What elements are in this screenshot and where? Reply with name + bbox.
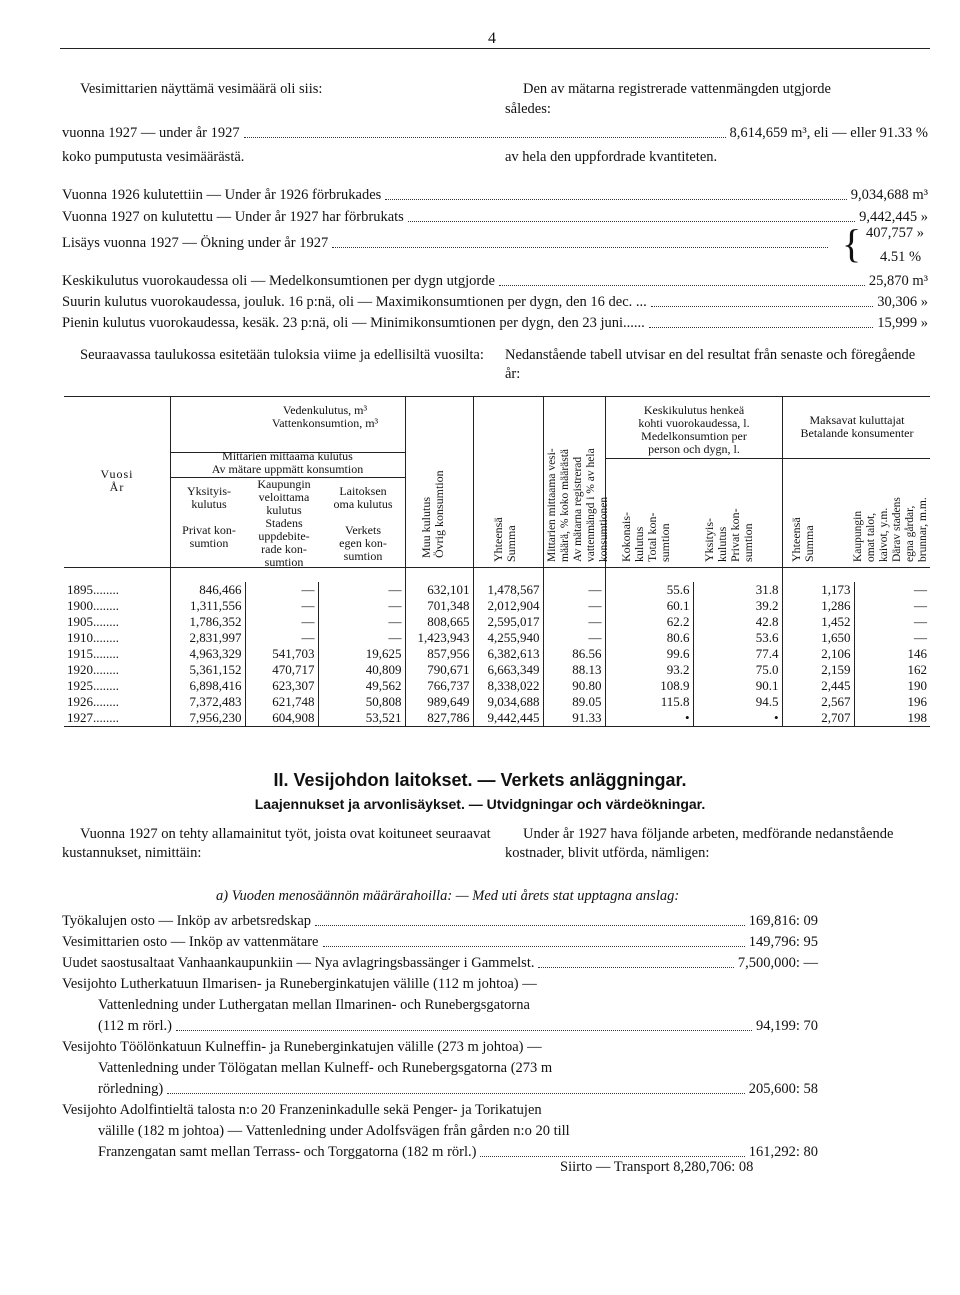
table-cell: 6,382,613 bbox=[473, 646, 543, 662]
expense-line: Franzengatan samt mellan Terrass- och Torggatorna (182 m rörl.) 161,292: 80 bbox=[98, 1144, 818, 1160]
table-cell: 94.5 bbox=[693, 694, 782, 710]
table-row bbox=[64, 678, 930, 694]
expense-line: Uudet saostusaltaat Vanhaankaupunkiin — Nya avlagringsbassänger i Gammelst. 7,500,000: — bbox=[62, 955, 818, 971]
table-cell: 115.8 bbox=[605, 694, 693, 710]
table-cell: 77.4 bbox=[693, 646, 782, 662]
intro-fi: Vesimittarien näyttämä vesimäärä oli siis: bbox=[80, 81, 323, 97]
table-cell: 2,831,997 bbox=[170, 630, 245, 646]
table-cell: 1,452 bbox=[782, 614, 854, 630]
table-cell: 190 bbox=[854, 678, 930, 694]
table-cell: 2,012,904 bbox=[473, 598, 543, 614]
expense-amount: 149,796: 95 bbox=[748, 934, 818, 950]
brace: { bbox=[842, 221, 862, 266]
section-title: II. Vesijohdon laitokset. — Verkets anläggningar. bbox=[273, 770, 687, 790]
private-header: Yksityis- kulutus Privat kon- sumtion bbox=[182, 484, 236, 550]
percent-header: Mittarien mittaama vesi- määrä, % koko määrästä Av mätarna registrerad vattenmängd i % av hela konsumtionen bbox=[546, 448, 610, 562]
expense-amount: 161,292: 80 bbox=[748, 1144, 818, 1160]
table-cell: 50,808 bbox=[318, 694, 405, 710]
expense-amount: 205,600: 58 bbox=[748, 1081, 818, 1097]
table-cell: 88.13 bbox=[543, 662, 605, 678]
increase-value: 407,757 » bbox=[866, 225, 924, 241]
table-cell: 1,786,352 bbox=[170, 614, 245, 630]
expense-line: Vesimittarien osto — Inköp av vattenmätare 149,796: 95 bbox=[62, 934, 818, 950]
table-cell: 90.1 bbox=[693, 678, 782, 694]
table-cell: — bbox=[245, 614, 318, 630]
table-cell: — bbox=[854, 614, 930, 630]
table-cell: 1,286 bbox=[782, 598, 854, 614]
table-cell: 40,809 bbox=[318, 662, 405, 678]
intro-sv-2: således: bbox=[505, 101, 551, 117]
table-cell: 2,445 bbox=[782, 678, 854, 694]
expense-amount: 7,500,000: — bbox=[737, 955, 818, 971]
table-cell: 621,748 bbox=[245, 694, 318, 710]
table-cell: 60.1 bbox=[605, 598, 693, 614]
table-row bbox=[64, 694, 930, 710]
summary-row: Pienin kulutus vuorokaudessa, kesäk. 23 p:nä, oli — Minimikonsumtionen per dygn, den 23 juni...... 15,999 » bbox=[62, 315, 928, 331]
city-header: Kaupungin veloittama kulutus Stadens uppdebite- rade kon- sumtion bbox=[257, 477, 311, 569]
table-cell: 857,956 bbox=[405, 646, 473, 662]
table-cell: 90.80 bbox=[543, 678, 605, 694]
table-cell: 91.33 bbox=[543, 710, 605, 727]
avg-group-header: Keskikulutus henkeä kohti vuorokaudessa, l. Medelkonsumtion per person och dygn, l. bbox=[638, 403, 750, 456]
table-cell: 2,106 bbox=[782, 646, 854, 662]
table-cell: 4,963,329 bbox=[170, 646, 245, 662]
table-cell: — bbox=[245, 598, 318, 614]
payers-total-header: Yhteensä Summa bbox=[789, 517, 816, 562]
table-cell: — bbox=[245, 630, 318, 646]
expense-line: Vesijohto Adolfintieltä talosta n:o 20 Franzeninkadulle sekä Penger- ja Torikatujen bbox=[62, 1102, 542, 1118]
total-header: Yhteensä Summa bbox=[491, 517, 518, 562]
intro-row-value: 8,614,659 m³, eli — eller 91.33 % bbox=[729, 125, 928, 141]
intro-row bbox=[62, 124, 928, 143]
table-cell: 9,442,445 bbox=[473, 710, 543, 727]
table-cell: 7,372,483 bbox=[170, 694, 245, 710]
avg-private-header: Yksityis- kulutus Privat kon- sumtion bbox=[702, 508, 755, 562]
intro-sv-3: av hela den uppfordrade kvantiteten. bbox=[505, 149, 718, 165]
payers-city-header: Kaupungin omat talot, kaivot, y.m. Därav stadens egna gårdar, brunnar, m.m. bbox=[852, 497, 929, 562]
table-cell: — bbox=[854, 598, 930, 614]
top-rule bbox=[60, 48, 930, 49]
table-cell: 53.6 bbox=[693, 630, 782, 646]
table-cell: 541,703 bbox=[245, 646, 318, 662]
table-cell: 6,663,349 bbox=[473, 662, 543, 678]
table-cell: 162 bbox=[854, 662, 930, 678]
table-cell: — bbox=[543, 630, 605, 646]
table-cell: 9,034,688 bbox=[473, 694, 543, 710]
table-cell: 1,173 bbox=[782, 582, 854, 598]
table-cell: 604,908 bbox=[245, 710, 318, 727]
table-cell: — bbox=[543, 614, 605, 630]
table-cell: — bbox=[318, 582, 405, 598]
table-cell: 198 bbox=[854, 710, 930, 727]
table-cell: 8,338,022 bbox=[473, 678, 543, 694]
table-cell: • bbox=[693, 710, 782, 727]
table-row bbox=[64, 598, 930, 614]
table-cell: 1,423,943 bbox=[405, 630, 473, 646]
table-cell: 1900........ bbox=[67, 598, 119, 613]
summary-row: Vuonna 1926 kulutettiin — Under år 1926 förbrukades 9,034,688 m³ bbox=[62, 187, 928, 203]
summary-row: Vuonna 1927 on kulutettu — Under år 1927 har förbrukats 9,442,445 » bbox=[62, 209, 928, 225]
table-cell: — bbox=[318, 630, 405, 646]
intro-fi-2: koko pumputusta vesimäärästä. bbox=[62, 149, 245, 165]
consumption-group-header: Vedenkulutus, m³ Vattenkonsumtion, m³ bbox=[271, 403, 379, 430]
table-cell: 1926........ bbox=[67, 694, 119, 709]
expense-line: välille (182 m johtoa) — Vattenledning under Adolfsvägen från gården n:o 20 till bbox=[98, 1123, 570, 1139]
table-row bbox=[64, 662, 930, 678]
intro-row-label: vuonna 1927 — under år 1927 bbox=[62, 125, 240, 141]
table-cell: 1920........ bbox=[67, 662, 119, 677]
table-row bbox=[64, 630, 930, 646]
table-cell: 766,737 bbox=[405, 678, 473, 694]
table-cell: 39.2 bbox=[693, 598, 782, 614]
expense-line: (112 m rörl.) 94,199: 70 bbox=[98, 1018, 818, 1034]
table-cell: 1915........ bbox=[67, 646, 119, 661]
table-cell: — bbox=[245, 582, 318, 598]
increase-percent: 4.51 % bbox=[880, 249, 922, 265]
expense-line: Vattenledning under Tölögatan mellan Kulneff- och Runebergsgatorna (273 m bbox=[98, 1060, 553, 1076]
expense-amount: 169,816: 09 bbox=[748, 913, 818, 929]
table-cell: 1927........ bbox=[64, 710, 170, 727]
expense-line: Työkalujen osto — Inköp av arbetsredskap 169,816: 09 bbox=[62, 913, 818, 929]
table-cell: 89.05 bbox=[543, 694, 605, 710]
table-cell: — bbox=[854, 630, 930, 646]
subsection-a: a) Vuoden menosäännön määrärahoilla: — Med uti årets stat upptagna anslag: bbox=[216, 888, 680, 904]
table-cell: 1895........ bbox=[67, 582, 119, 597]
table-cell: 4,255,940 bbox=[473, 630, 543, 646]
table-cell: 86.56 bbox=[543, 646, 605, 662]
table-cell: 49,562 bbox=[318, 678, 405, 694]
table-cell: 5,361,152 bbox=[170, 662, 245, 678]
table-cell: 146 bbox=[854, 646, 930, 662]
other-header: Muu kulutus Övrig konsumtion bbox=[419, 470, 446, 558]
table-cell: 53,521 bbox=[318, 710, 405, 727]
table-cell: 989,649 bbox=[405, 694, 473, 710]
table-cell: 2,159 bbox=[782, 662, 854, 678]
table-cell: 1910........ bbox=[67, 630, 119, 645]
table-cell: 108.9 bbox=[605, 678, 693, 694]
table-cell: 196 bbox=[854, 694, 930, 710]
table-row bbox=[64, 614, 930, 630]
expense-line: Vesijohto Töölönkatuun Kulneffin- ja Runeberginkatujen välille (273 m johtoa) — bbox=[62, 1039, 542, 1055]
consumption-table bbox=[64, 582, 930, 727]
table-cell: 1,478,567 bbox=[473, 582, 543, 598]
table-cell: 7,956,230 bbox=[170, 710, 245, 727]
meter-group-header: Mittarien mittaama kulutus Av mätare uppmätt konsumtion bbox=[211, 449, 364, 476]
summary-row: Lisäys vuonna 1927 — Ökning under år 1927 bbox=[62, 234, 832, 253]
works-header: Laitoksen oma kulutus Verkets egen kon- sumtion bbox=[333, 484, 393, 563]
table-cell: 2,567 bbox=[782, 694, 854, 710]
table-row bbox=[64, 646, 930, 662]
transport-total: Siirto — Transport 8,280,706: 08 bbox=[560, 1159, 754, 1175]
table-cell: 19,625 bbox=[318, 646, 405, 662]
table-cell: 93.2 bbox=[605, 662, 693, 678]
table-cell: 1905........ bbox=[67, 614, 119, 629]
avg-total-header: Kokonais- kulutus Total kon- sumtion bbox=[619, 512, 672, 562]
table-cell: 2,707 bbox=[782, 710, 854, 727]
expense-line: rörledning) 205,600: 58 bbox=[98, 1081, 818, 1097]
table-cell: 632,101 bbox=[405, 582, 473, 598]
table-cell: 808,665 bbox=[405, 614, 473, 630]
table-cell: 99.6 bbox=[605, 646, 693, 662]
table-cell: 623,307 bbox=[245, 678, 318, 694]
table-intro-fi: Seuraavassa taulukossa esitetään tuloksia viime ja edellisiltä vuosilta: bbox=[80, 347, 484, 363]
table-cell: 62.2 bbox=[605, 614, 693, 630]
summary-row: Keskikulutus vuorokaudessa oli — Medelkonsumtionen per dygn utgjorde 25,870 m³ bbox=[62, 273, 928, 289]
table-cell: 1,650 bbox=[782, 630, 854, 646]
table-intro-sv: Nedanstående tabell utvisar en del resultat från senaste och föregående år: bbox=[505, 347, 916, 382]
table-cell: 2,595,017 bbox=[473, 614, 543, 630]
expense-line: Vesijohto Lutherkatuun Ilmarisen- ja Runeberginkatujen välille (112 m johtoa) — bbox=[62, 976, 537, 992]
works-intro-fi: Vuonna 1927 on tehty allamainitut työt, joista ovat koituneet seuraavat kustannukset, nimittäin: bbox=[62, 826, 491, 861]
table-cell: 31.8 bbox=[693, 582, 782, 598]
payers-group-header: Maksavat kuluttajat Betalande konsumenter bbox=[800, 413, 914, 440]
table-cell: 846,466 bbox=[170, 582, 245, 598]
table-row bbox=[64, 710, 930, 727]
table-cell: • bbox=[605, 710, 693, 727]
year-header: Vuosi År bbox=[100, 467, 134, 494]
table-row bbox=[64, 582, 930, 598]
table-cell: 6,898,416 bbox=[170, 678, 245, 694]
table-cell: — bbox=[854, 582, 930, 598]
expense-amount: 94,199: 70 bbox=[755, 1018, 818, 1034]
table-cell: 1,311,556 bbox=[170, 598, 245, 614]
table-cell: 790,671 bbox=[405, 662, 473, 678]
summary-row: Suurin kulutus vuorokaudessa, jouluk. 16 p:nä, oli — Maximikonsumtionen per dygn, den 16 dec. ... 30,306 » bbox=[62, 294, 928, 310]
table-cell: 42.8 bbox=[693, 614, 782, 630]
table-cell: 75.0 bbox=[693, 662, 782, 678]
expense-line: Vattenledning under Luthergatan mellan Ilmarinen- och Runebergsgatorna bbox=[98, 997, 530, 1013]
table-cell: 827,786 bbox=[405, 710, 473, 727]
table-cell: 80.6 bbox=[605, 630, 693, 646]
section-subtitle: Laajennukset ja arvonlisäykset. — Utvidgningar och värdeökningar. bbox=[254, 796, 706, 812]
table-cell: — bbox=[543, 598, 605, 614]
table-cell: — bbox=[318, 614, 405, 630]
table-cell: — bbox=[318, 598, 405, 614]
table-cell: — bbox=[543, 582, 605, 598]
table-cell: 1925........ bbox=[67, 678, 119, 693]
table-cell: 701,348 bbox=[405, 598, 473, 614]
works-intro-sv: Under år 1927 hava följande arbeten, medförande nedanstående kostnader, blivit utförda, nämligen: bbox=[505, 826, 894, 861]
intro-sv-1: Den av mätarna registrerade vattenmängden utgjorde bbox=[523, 81, 831, 97]
table-cell: 470,717 bbox=[245, 662, 318, 678]
table-cell: 55.6 bbox=[605, 582, 693, 598]
page-number: 4 bbox=[488, 30, 496, 47]
